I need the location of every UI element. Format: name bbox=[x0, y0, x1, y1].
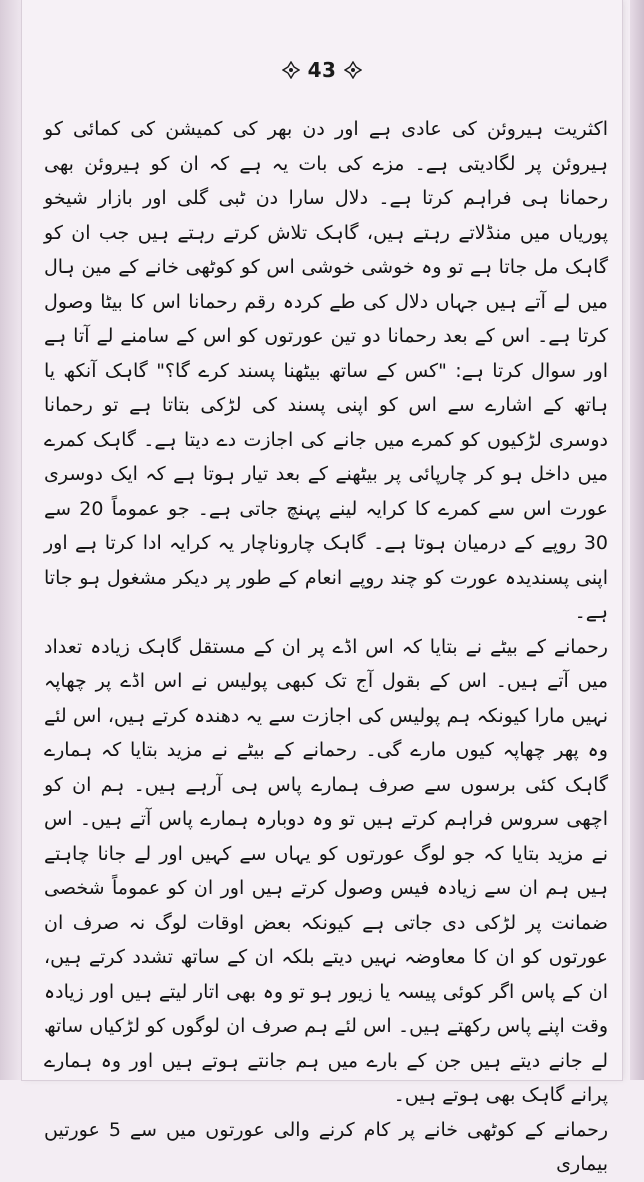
page-number-text: 43 bbox=[307, 58, 337, 82]
page-right-edge bbox=[630, 0, 644, 1080]
page-number bbox=[282, 58, 363, 82]
paragraph-3: رحمانے کے کوٹھی خانے پر کام کرنے والی عورتوں میں سے 5 عورتیں بیماری bbox=[44, 1118, 608, 1175]
paragraph-2: رحمانے کے بیٹے نے بتایا کہ اس اڈے پر ان کے مستقل گاہک زیادہ تعداد میں آتے ہیں۔ اس کے بقول آج تک کبھی پولیس نے اس اڈے پر چھاپہ نہیں مارا کیونکہ ہم پولیس کی اجازت سے یہ دھندہ کرتے ہیں، اس لئے وہ پھر چھاپہ کیوں مارے گی۔ رحمانے کے بیٹے نے مزید بتایا کہ ہمارے گاہک کئی برسوں سے صرف ہمارے پاس ہی آرہے ہیں۔ ہم ان کو اچھی سروس فراہم کرتے ہیں تو وہ دوبارہ ہمارے پاس آتے ہیں۔ اس نے مزید بتایا کہ جو لوگ عورتوں کو یہاں سے کہیں اور لے جانا چاہتے ہیں ہم ان سے زیادہ فیس وصول کرتے ہیں اور ان کو عموماً شخصی ضمانت پر لڑکی دی جاتی ہے کیونکہ بعض اوقات لوگ نہ صرف ان عورتوں کو ان کا معاوضہ نہیں دیتے بلکہ ان کے ساتھ تشدد کرتے ہیں، ان کے پاس اگر کوئی پیسہ یا زیور ہو تو وہ بھی اتار لیتے ہیں اور زیادہ وقت اپنے پاس رکھتے ہیں۔ اس لئے ہم صرف ان لوگوں کو لڑکیاں ساتھ لے جانے دیتے ہیں جن کے بارے میں ہم جانتے ہوتے ہیں اور وہ ہمارے پرانے گاہک بھی ہوتے ہیں۔ bbox=[44, 635, 608, 1106]
page-left-edge bbox=[0, 0, 22, 1080]
paragraph-1: اکثریت ہیروئن کی عادی ہے اور دن بھر کی کمیشن کی کمائی کو ہیروئن پر لگادیتی ہے۔ مزے کی بات یہ ہے کہ ان کو ہیروئن بھی رحمانا ہی فراہم کرتا ہے۔ دلال سارا دن ٹبی گلی اور بازار شیخو پوریاں میں منڈلاتے رہتے ہیں، گاہک تلاش کرتے رہتے ہیں جب ان کو گاہک مل جاتا ہے تو وہ خوشی خوشی اس کو کوٹھی خانے کے مین ہال میں لے آتے ہیں جہاں دلال کی طے کردہ رقم رحمانا اس کا بیٹا وصول کرتا ہے۔ اس کے بعد رحمانا دو تین عورتوں کو اس کے سامنے لے آتا ہے اور سوال کرتا ہے: "کس کے ساتھ بیٹھنا پسند کرے گا؟" گاہک آنکھ یا ہاتھ کے اشارے سے اس کو اپنی پسند کی لڑکی بتاتا ہے تو رحمانا دوسری لڑکیوں کو کمرے میں جانے کی اجازت دے دیتا ہے۔ گاہک کمرے میں داخل ہو کر چارپائی پر بیٹھنے کے بعد تیار ہوتا ہے کہ ایک دوسری عورت اس سے کمرے کا کرایہ لینے پہنچ جاتی ہے۔ جو عموماً 20 سے 30 روپے کے درمیان ہوتا ہے۔ گاہک چاروناچار یہ کرایہ ادا کرتا ہے اور اپنی پسندیدہ عورت کو چند روپے انعام کے طور پر دیکر مشغول ہو جاتا ہے۔ bbox=[44, 118, 609, 623]
page-body bbox=[44, 112, 608, 1182]
ornament-right-icon bbox=[344, 61, 362, 79]
page-header bbox=[0, 58, 644, 82]
ornament-left-icon bbox=[282, 61, 300, 79]
